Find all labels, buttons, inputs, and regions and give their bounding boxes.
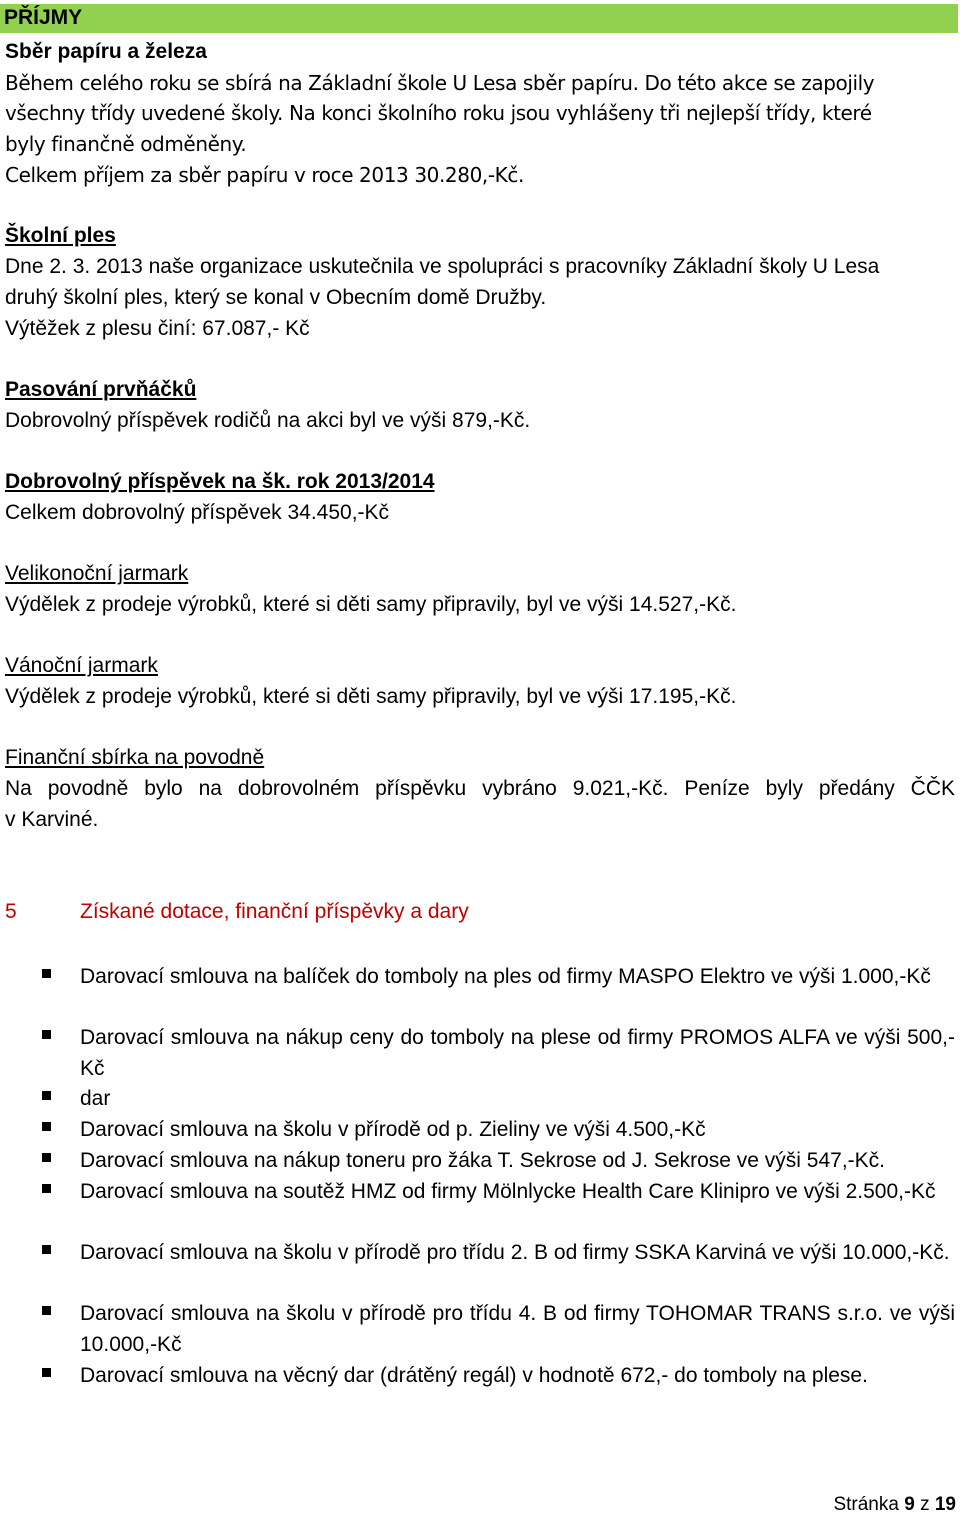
square-bullet-icon (42, 1153, 51, 1162)
paper-text-line-1: Během celého roku se sbírá na Základní škole U Lesa sběr papíru. Do této akce se zapojily (5, 71, 875, 95)
list-item-text: Darovací smlouva na nákup toneru pro žáka T. Sekrose od J. Sekrose ve výši 547,-Kč. (80, 1149, 886, 1172)
square-bullet-icon (42, 1245, 51, 1254)
paper-heading: Sběr papíru a železa (5, 40, 207, 63)
income-banner (0, 4, 958, 33)
firstgraders-text: Dobrovolný příspěvek rodičů na akci byl ve výši 879,-Kč. (5, 409, 531, 432)
paper-text-line-2: všechny třídy uvedené školy. Na konci školního roku jsou vyhlášeny tři nejlepší třídy, které (5, 101, 872, 125)
list-item-text: Darovací smlouva na soutěž HMZ od firmy Mölnlycke Health Care Klinipro ve výši 2.500,-Kč (80, 1180, 936, 1203)
ball-text-line-1: Dne 2. 3. 2013 naše organizace uskutečnila ve spolupráci s pracovníky Základní školy U Lesa (5, 255, 880, 278)
paper-total: Celkem příjem za sběr papíru v roce 2013 30.280,-Kč. (5, 163, 524, 187)
voluntary-heading: Dobrovolný příspěvek na šk. rok 2013/2014 (5, 470, 435, 493)
square-bullet-icon (42, 1368, 51, 1377)
easter-text: Výdělek z prodeje výrobků, které si děti samy připravily, byl ve výši 14.527,-Kč. (5, 593, 737, 616)
christmas-heading: Vánoční jarmark (5, 654, 158, 677)
christmas-text: Výdělek z prodeje výrobků, které si děti samy připravily, byl ve výši 17.195,-Kč. (5, 685, 737, 708)
square-bullet-icon (42, 1184, 51, 1193)
list-item-text: Darovací smlouva na školu v přírodě pro třídu 4. B od firmy TOHOMAR TRANS s.r.o. ve výši 10.000,-Kč (80, 1302, 955, 1356)
flood-text-line-2: v Karviné. (5, 808, 99, 831)
list-item-text: Darovací smlouva na věcný dar (drátěný regál) v hodnotě 672,- do tomboly na plese. (80, 1364, 868, 1387)
firstgraders-heading: Pasování prvňáčků (5, 378, 197, 401)
footer-prefix: Stránka (833, 1494, 899, 1515)
easter-heading: Velikonoční jarmark (5, 562, 189, 585)
footer-total-pages: 19 (934, 1494, 956, 1515)
ball-proceeds: Výtěžek z plesu činí: 67.087,- Kč (5, 317, 310, 340)
page-number-footer (833, 1494, 956, 1516)
list-item-text: Darovací smlouva na nákup ceny do tomboly na plese od firmy PROMOS ALFA ve výši 500,-Kč (80, 1026, 955, 1080)
footer-current-page: 9 (904, 1494, 915, 1515)
list-item-text: Darovací smlouva na školu v přírodě pro třídu 2. B od firmy SSKA Karviná ve výši 10.000,-Kč. (80, 1241, 950, 1264)
square-bullet-icon (42, 1306, 51, 1315)
square-bullet-icon (42, 1030, 51, 1039)
square-bullet-icon (42, 969, 51, 978)
square-bullet-icon (42, 1091, 51, 1100)
list-item-text: dar (80, 1087, 111, 1110)
footer-of: z (920, 1494, 930, 1515)
section-number: 5 (5, 900, 17, 923)
paper-text-line-3: byly finančně odměněny. (5, 132, 247, 156)
list-item-text: Darovací smlouva na balíček do tomboly na ples od firmy MASPO Elektro ve výši 1.000,-Kč (80, 965, 931, 988)
ball-text-line-2: druhý školní ples, který se konal v Obecním domě Družby. (5, 286, 547, 309)
list-item-text: Darovací smlouva na školu v přírodě od p. Zieliny ve výši 4.500,-Kč (80, 1118, 706, 1141)
ball-heading: Školní ples (5, 224, 116, 247)
voluntary-text: Celkem dobrovolný příspěvek 34.450,-Kč (5, 501, 390, 524)
square-bullet-icon (42, 1122, 51, 1131)
section-title: Získané dotace, finanční příspěvky a dary (80, 900, 469, 923)
flood-heading: Finanční sbírka na povodně (5, 746, 265, 769)
flood-text-line-1: Na povodně bylo na dobrovolném příspěvku vybráno 9.021,-Kč. Peníze byly předány ČČK (5, 777, 955, 800)
banner-title: PŘÍJMY (4, 6, 83, 29)
